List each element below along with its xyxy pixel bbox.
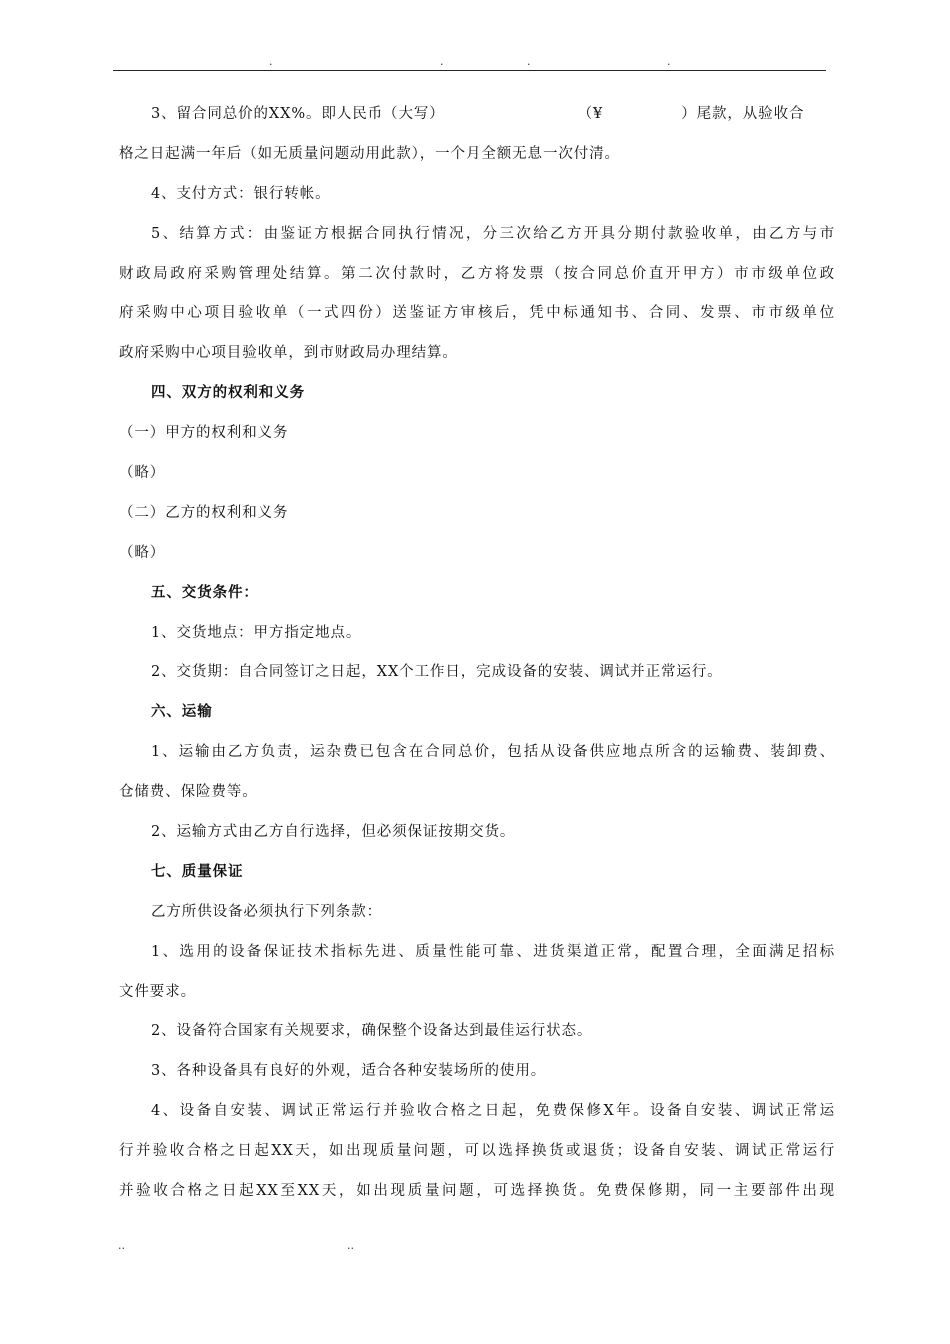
paragraph-line: 1、选用的设备保证技术指标先进、质量性能可靠、进货渠道正常，配置合理，全面满足招标: [151, 943, 835, 960]
paragraph-line: 府采购中心项目验收单（一式四份）送鉴证方审核后，凭中标通知书、合同、发票、市市级单位: [119, 305, 835, 322]
paragraph-line: 乙方所供设备必须执行下列条款：: [151, 903, 382, 920]
paragraph-line: （略）: [119, 544, 166, 561]
header-mark: .: [667, 55, 671, 68]
subsection-heading: （二）乙方的权利和义务: [119, 504, 289, 521]
paragraph-line: 政府采购中心项目验收单，到市财政局办理结算。: [119, 345, 458, 362]
paragraph-line: 3、各种设备具有良好的外观，适合各种安装场所的使用。: [151, 1063, 547, 1080]
paragraph-line: [119, 104, 835, 124]
paragraph-line: 1、运输由乙方负责，运杂费已包含在合同总价，包括从设备供应地点所含的运输费、装卸费、: [151, 744, 835, 761]
document-body: [119, 104, 835, 1221]
header-mark: .: [269, 55, 273, 68]
paragraph-line: 并验收合格之日起XX至XX天，如出现质量问题，可选择换货。免费保修期，同一主要部件出现: [119, 1183, 835, 1200]
section-heading: 四、双方的权利和义务: [151, 384, 305, 402]
currency-symbol-text: （¥: [577, 106, 604, 122]
footer-mark: ..: [347, 1239, 354, 1252]
section-heading: 七、质量保证: [151, 862, 244, 880]
section-heading: 五、交货条件：: [151, 583, 259, 601]
paragraph-line: 1、交货地点：甲方指定地点。: [151, 624, 362, 641]
paragraph-line: 文件要求。: [119, 983, 196, 1000]
paragraph-line: 格之日起满一年后（如无质量问题动用此款），一个月全额无息一次付清。: [119, 145, 620, 162]
header-mark: .: [527, 55, 531, 68]
header-mark: .: [440, 55, 444, 68]
paragraph-line: 财政局政府采购管理处结算。第二次付款时，乙方将发票（按合同总价直开甲方）市市级单位政: [119, 265, 835, 282]
section-heading: 六、运输: [151, 703, 213, 721]
header-rule: [113, 70, 826, 71]
paragraph-line: 2、运输方式由乙方自行选择，但必须保证按期交货。: [151, 824, 516, 841]
subsection-heading: （一）甲方的权利和义务: [119, 425, 289, 442]
page-footer-marks: [0, 1240, 950, 1254]
footer-mark: ..: [118, 1239, 125, 1252]
paragraph-line: 5、结算方式：由鉴证方根据合同执行情况，分三次给乙方开具分期付款验收单，由乙方与市: [151, 225, 835, 242]
paragraph-line: （略）: [119, 465, 166, 482]
paragraph-line: 行并验收合格之日起XX天，如出现质量问题，可以选择换货或退货；设备自安装、调试正常运行: [119, 1143, 835, 1160]
paragraph-line: 仓储费、保险费等。: [119, 784, 258, 801]
retention-amount-text: 3、留合同总价的XX%。即人民币（大写）: [151, 106, 445, 122]
paragraph-line: 2、设备符合国家有关规要求，确保整个设备达到最佳运行状态。: [151, 1023, 593, 1040]
retention-tail-text: ）尾款，从验收合: [681, 106, 805, 122]
paragraph-line: 2、交货期：自合同签订之日起，XX个工作日，完成设备的安装、调试并正常运行。: [151, 664, 723, 681]
page-header-marks: [0, 56, 950, 70]
paragraph-line: 4、支付方式：银行转帐。: [151, 185, 331, 202]
paragraph-line: 4、设备自安装、调试正常运行并验收合格之日起，免费保修X年。设备自安装、调试正常运: [151, 1103, 835, 1120]
